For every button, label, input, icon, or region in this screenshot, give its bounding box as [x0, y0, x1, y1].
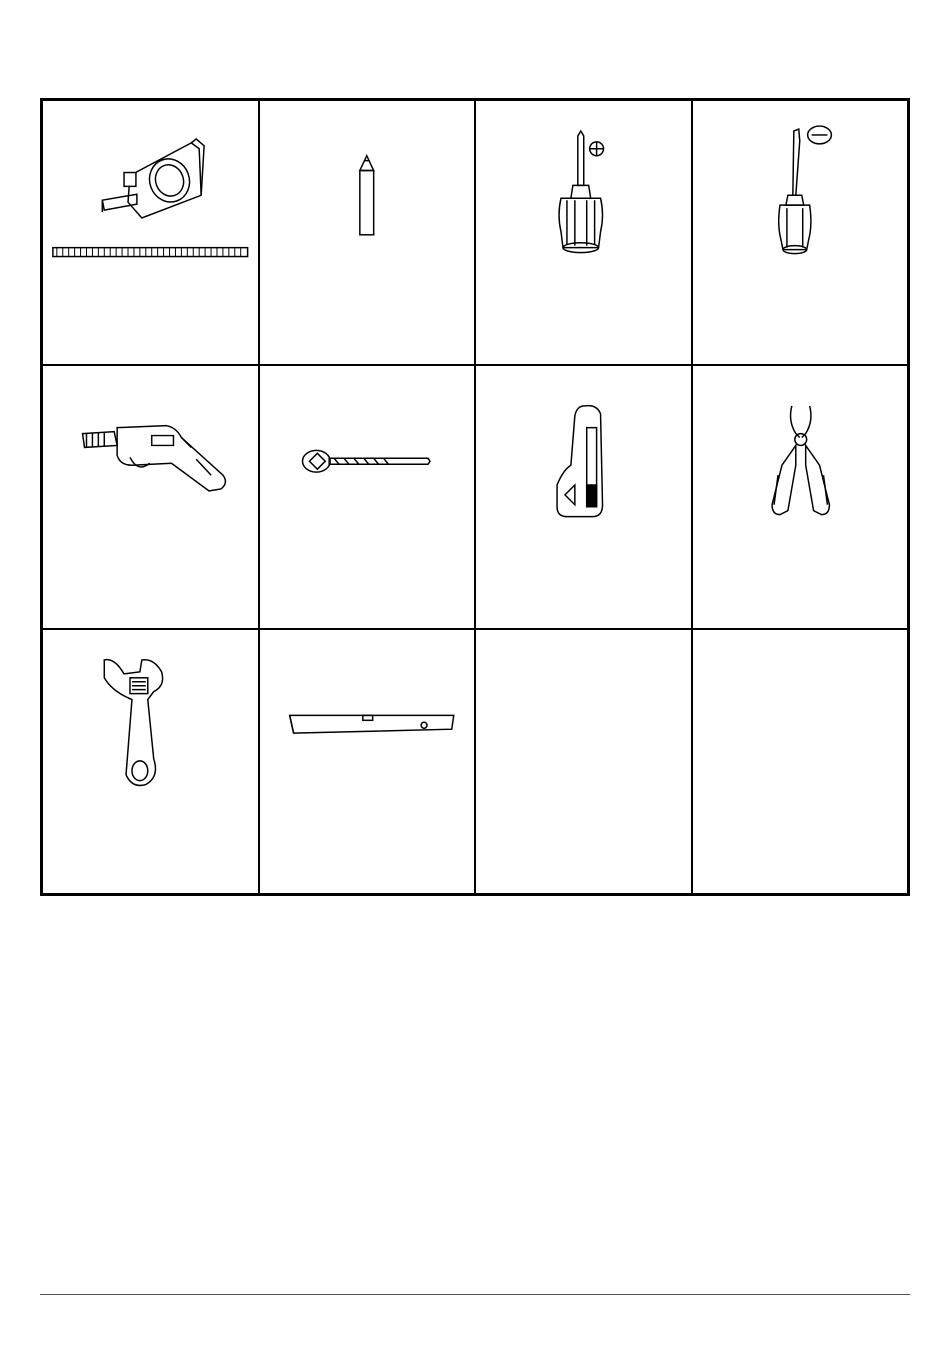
tool-cell-4	[692, 100, 909, 365]
adjustable-wrench-icon	[43, 630, 258, 893]
tool-cell-7	[475, 365, 692, 630]
tool-cell-5	[42, 365, 259, 630]
tape-measure-icon	[43, 101, 258, 364]
footer-divider	[40, 1294, 910, 1295]
wire-cutter-icon	[693, 366, 908, 629]
phillips-screwdriver-icon	[476, 101, 691, 364]
tool-cell-10	[259, 629, 476, 894]
tool-cell-3	[475, 100, 692, 365]
tool-cell-6	[259, 365, 476, 630]
electric-drill-icon	[43, 366, 258, 629]
tool-cell-12	[692, 629, 909, 894]
tool-cell-11	[475, 629, 692, 894]
tool-cell-9	[42, 629, 259, 894]
spirit-level-icon	[260, 630, 475, 893]
stud-finder-icon	[476, 366, 691, 629]
tools-grid	[40, 98, 910, 896]
tool-cell-8	[692, 365, 909, 630]
drill-bit-icon	[260, 366, 475, 629]
flat-screwdriver-icon	[693, 101, 908, 364]
pencil-icon	[260, 101, 475, 364]
tool-cell-1	[42, 100, 259, 365]
tool-cell-2	[259, 100, 476, 365]
